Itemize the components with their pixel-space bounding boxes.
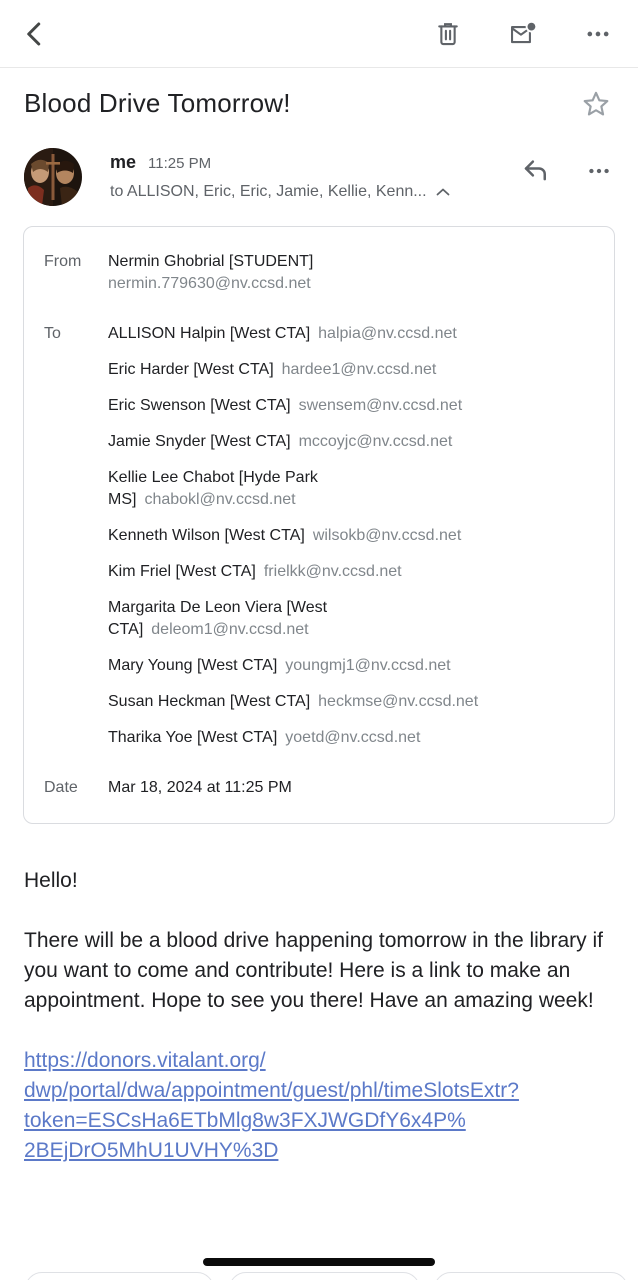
recipient-name: Margarita De Leon Viera [West CTA] — [108, 599, 328, 638]
recipient-email: frielkk@nv.ccsd.net — [263, 563, 402, 580]
recipient-row — [108, 655, 508, 677]
sender-row — [0, 130, 638, 206]
recipient-row — [108, 467, 508, 511]
from-label: From — [44, 253, 82, 270]
recipient-name: Kellie Lee Chabot [Hyde Park MS] — [108, 469, 318, 508]
star-button[interactable] — [580, 88, 612, 120]
mark-unread-icon — [508, 20, 538, 48]
recipient-email: heckmse@nv.ccsd.net — [318, 693, 479, 710]
date-value: Mar 18, 2024 at 11:25 PM — [108, 779, 292, 796]
recipient-email: halpia@nv.ccsd.net — [318, 325, 457, 342]
reply-arrow-icon — [520, 156, 552, 186]
recipient-row — [108, 323, 508, 345]
greeting-text: Hello! — [24, 869, 78, 892]
chevron-up-icon — [435, 186, 451, 198]
recipient-row — [108, 727, 508, 749]
recipient-email: hardee1@nv.ccsd.net — [281, 361, 437, 378]
link-line: dwp/portal/dwa/appointment/guest/phl/timeSlotsExtr? — [24, 1079, 519, 1102]
email-body — [0, 824, 638, 1166]
link-line: 2BEjDrO5MhU1UVHY%3D — [24, 1139, 279, 1162]
recipient-name: Mary Young [West CTA] — [108, 657, 278, 674]
recipient-name: Kim Friel [West CTA] — [108, 563, 256, 580]
sender-time: 11:25 PM — [148, 155, 212, 172]
sender-meta — [110, 148, 486, 201]
recipient-row — [108, 691, 508, 713]
app-bar — [0, 0, 638, 68]
three-dots-icon — [586, 158, 612, 184]
from-name: Nermin Ghobrial [STUDENT] — [108, 253, 314, 270]
message-more-button[interactable] — [586, 158, 612, 184]
sender-name: me — [110, 152, 137, 172]
from-email: nermin.779630@nv.ccsd.net — [108, 275, 311, 292]
appointment-link[interactable] — [24, 1046, 612, 1166]
recipient-email: wilsokb@nv.ccsd.net — [312, 527, 462, 544]
recipient-name: Tharika Yoe [West CTA] — [108, 729, 278, 746]
reply-all-chip[interactable] — [229, 1272, 420, 1280]
recipient-name: Kenneth Wilson [West CTA] — [108, 527, 305, 544]
from-value — [108, 251, 313, 295]
collapse-details-button[interactable] — [435, 186, 451, 198]
recipients-summary: to ALLISON, Eric, Eric, Jamie, Kellie, Kenn... — [110, 183, 427, 200]
body-paragraph: There will be a blood drive happening tomorrow in the library if you want to come and contribute! Here is a link to make an appointment. Hope to see you there! Have an amazing week! — [24, 929, 603, 1012]
trash-icon — [434, 20, 462, 48]
recipient-row — [108, 525, 508, 547]
home-indicator[interactable] — [203, 1258, 435, 1266]
recipient-name: Jamie Snyder [West CTA] — [108, 433, 291, 450]
subject-row — [0, 68, 638, 130]
more-options-button[interactable] — [584, 20, 612, 48]
reply-chip[interactable] — [25, 1272, 214, 1280]
recipient-row — [108, 395, 508, 417]
date-section — [44, 777, 596, 799]
three-dots-icon — [584, 20, 612, 48]
email-details-card — [23, 226, 615, 824]
email-subject: Blood Drive Tomorrow! — [24, 88, 291, 118]
recipient-name: Eric Swenson [West CTA] — [108, 397, 291, 414]
recipient-name: Susan Heckman [West CTA] — [108, 693, 311, 710]
date-label: Date — [44, 779, 78, 796]
recipient-row — [108, 561, 508, 583]
recipient-name: Eric Harder [West CTA] — [108, 361, 274, 378]
recipient-email: deleom1@nv.ccsd.net — [151, 621, 309, 638]
recipient-row — [108, 597, 508, 641]
from-section — [44, 251, 596, 295]
recipient-email: mccoyjc@nv.ccsd.net — [298, 433, 453, 450]
recipient-email: swensem@nv.ccsd.net — [298, 397, 463, 414]
delete-button[interactable] — [434, 20, 462, 48]
recipient-email: chabokl@nv.ccsd.net — [144, 491, 296, 508]
recipient-row — [108, 431, 508, 453]
to-label: To — [44, 325, 61, 342]
link-line: https://donors.vitalant.org/ — [24, 1049, 266, 1072]
recipient-name: ALLISON Halpin [West CTA] — [108, 325, 311, 342]
recipient-row — [108, 359, 508, 381]
reply-button[interactable] — [520, 156, 552, 186]
to-list — [108, 323, 508, 749]
mark-unread-button[interactable] — [508, 20, 538, 48]
sender-actions — [486, 156, 612, 186]
chevron-left-icon — [20, 19, 50, 49]
forward-chip[interactable] — [434, 1272, 628, 1280]
recipient-email: youngmj1@nv.ccsd.net — [285, 657, 451, 674]
link-line: token=ESCsHa6ETbMlg8w3FXJWGDfY6x4P% — [24, 1109, 466, 1132]
recipient-email: yoetd@nv.ccsd.net — [285, 729, 421, 746]
sender-avatar[interactable] — [24, 148, 82, 206]
back-button[interactable] — [20, 19, 50, 49]
star-outline-icon — [580, 88, 612, 120]
recipients-summary-row[interactable] — [110, 183, 486, 201]
to-section — [44, 323, 596, 749]
